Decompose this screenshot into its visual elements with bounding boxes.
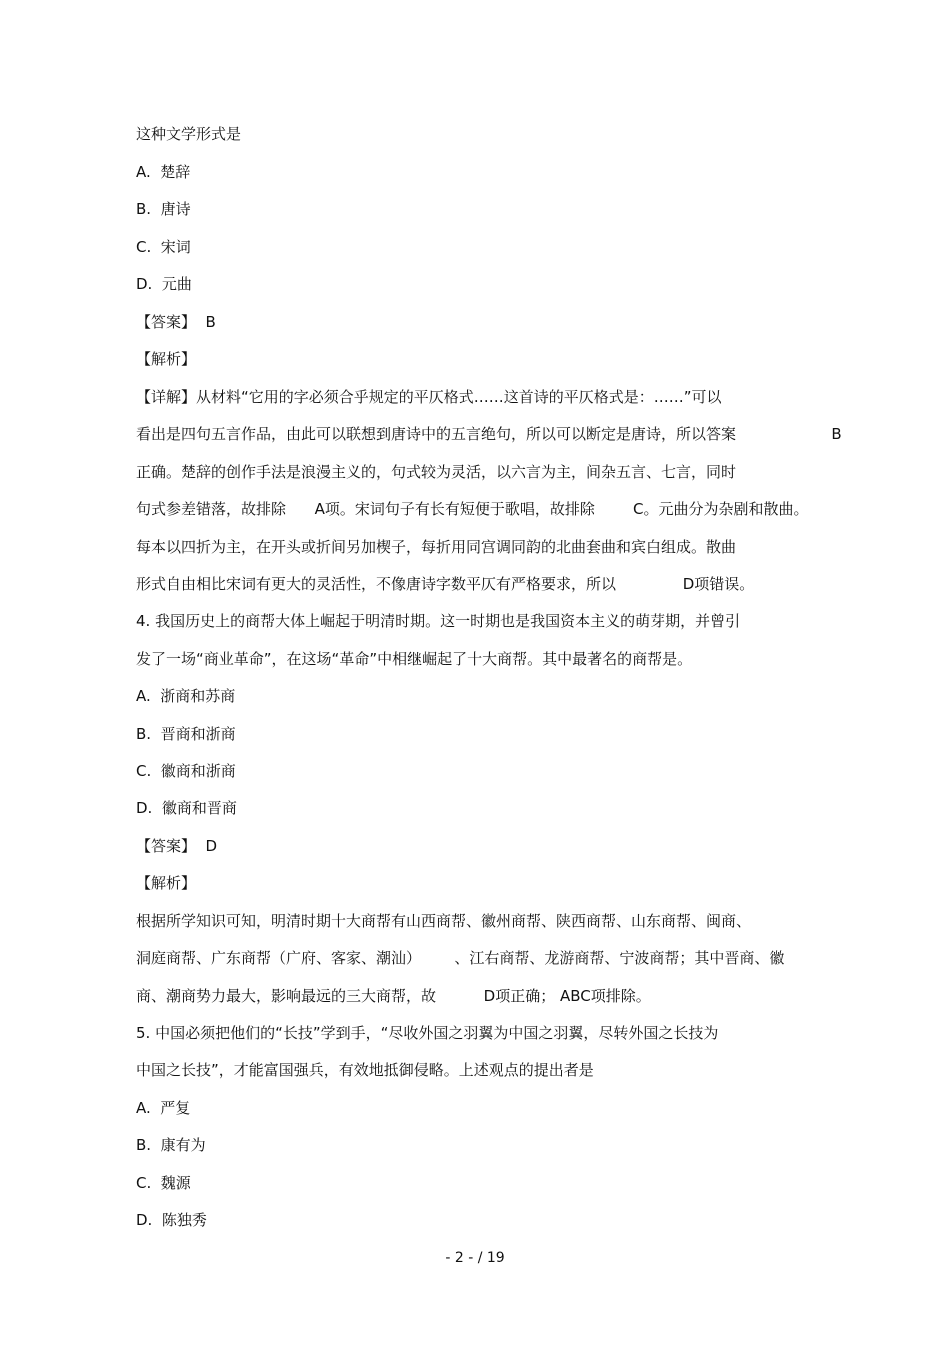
q3-analysis-heading: 【解析】 <box>136 350 197 368</box>
question-5-stem: 中国之长技”，才能富国强兵，有效地抵御侵略。上述观点的提出者是 <box>136 1061 594 1079</box>
q3-analysis-line: 形式自由相比宋词有更大的灵活性，不像唐诗字数平仄有严格要求，所以 D项错误。 <box>136 575 755 593</box>
q3-option-a: A. 楚辞 <box>136 163 191 181</box>
q3-analysis-line: 【详解】从材料“它用的字必须合乎规定的平仄格式……这首诗的平仄格式是：……”可以 <box>136 388 722 406</box>
q3-analysis-line: 每本以四折为主，在开头或折间另加楔子，每折用同宫调同韵的北曲套曲和宾白组成。散曲 <box>136 538 737 556</box>
q4-analysis-line: 根据所学知识可知，明清时期十大商帮有山西商帮、徽州商帮、陕西商帮、山东商帮、闽商、 <box>136 912 752 930</box>
q4-answer: 【答案】 D <box>136 837 218 855</box>
q3-analysis-line: 句式参差错落，故排除 A项。宋词句子有长有短便于歌唱，故排除 C。元曲分为杂剧和散曲。 <box>136 500 809 518</box>
q5-option-a: A. 严复 <box>136 1099 191 1117</box>
q4-option-d: D. 徽商和晋商 <box>136 799 237 817</box>
q3-analysis-line: 正确。楚辞的创作手法是浪漫主义的，句式较为灵活，以六言为主，间杂五言、七言，同时 <box>136 463 737 481</box>
q3-option-d: D. 元曲 <box>136 275 192 293</box>
q4-option-a: A. 浙商和苏商 <box>136 687 236 705</box>
q3-answer: 【答案】 B <box>136 313 216 331</box>
q3-option-b: B. 唐诗 <box>136 200 191 218</box>
q4-analysis-line: 商、潮商势力最大，影响最远的三大商帮，故 D项正确； ABC项排除。 <box>136 987 651 1005</box>
question-4-stem: 4. 我国历史上的商帮大体上崛起于明清时期。这一时期也是我国资本主义的萌芽期，并曾引 <box>136 612 741 630</box>
q4-analysis-heading: 【解析】 <box>136 874 197 892</box>
q4-option-c: C. 徽商和浙商 <box>136 762 236 780</box>
q4-analysis-line: 洞庭商帮、广东商帮（广府、客家、潮汕） 、江右商帮、龙游商帮、宁波商帮；其中晋商、徽 <box>136 949 785 967</box>
question-3-stem-end: 这种文学形式是 <box>136 125 242 143</box>
q4-option-b: B. 晋商和浙商 <box>136 725 236 743</box>
question-5-stem: 5. 中国必须把他们的“长技”学到手，“尽收外国之羽翼为中国之羽翼，尽转外国之长技为 <box>136 1024 719 1042</box>
question-4-stem: 发了一场“商业革命”，在这场“革命”中相继崛起了十大商帮。其中最著名的商帮是。 <box>136 650 693 668</box>
q5-option-d: D. 陈独秀 <box>136 1211 207 1229</box>
page-number: - 2 - / 19 <box>445 1250 505 1266</box>
q3-option-c: C. 宋词 <box>136 238 191 256</box>
q5-option-b: B. 康有为 <box>136 1136 206 1154</box>
q3-analysis-line: 看出是四句五言作品，由此可以联想到唐诗中的五言绝句，所以可以断定是唐诗，所以答案 B <box>136 425 842 443</box>
q5-option-c: C. 魏源 <box>136 1174 191 1192</box>
